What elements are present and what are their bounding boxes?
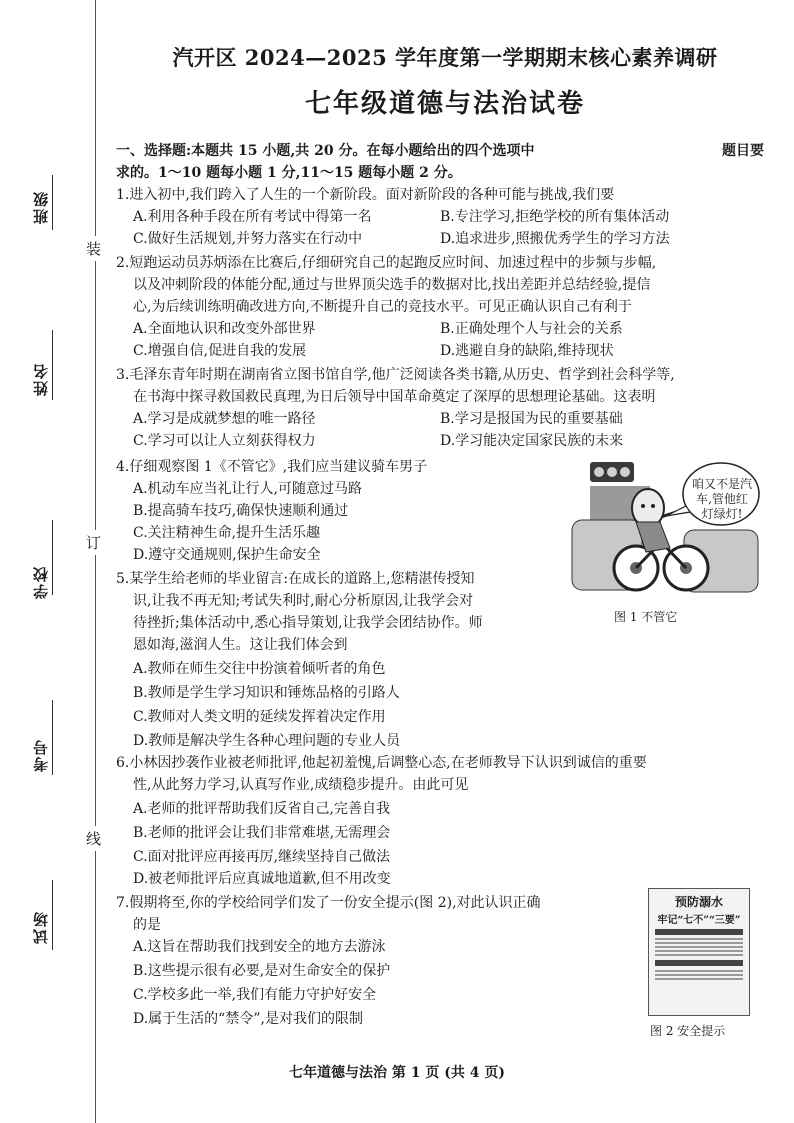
question-7-stem-2: 的是 [133, 917, 161, 933]
poster-text-line [655, 942, 743, 944]
exam-number-label: 考号 [32, 738, 50, 772]
exam-room-field[interactable] [52, 880, 53, 950]
class-label: 班级 [32, 190, 50, 224]
paper-title: 七年级道德与法治试卷 [304, 89, 585, 119]
question-7-stem-1: 7.假期将至,你的学校给同学们发了一份安全提示(图 2),对此认识正确 [116, 895, 541, 911]
poster-text-line [655, 938, 743, 940]
poster-text-line [655, 974, 743, 976]
q3-option-d[interactable]: D.学习能决定国家民族的未来 [440, 433, 624, 449]
q3-option-a[interactable]: A.学习是成就梦想的唯一路径 [133, 411, 316, 427]
q7-option-d[interactable]: D.属于生活的“禁令”,是对我们的限制 [133, 1011, 363, 1027]
q1-option-a[interactable]: A.利用各种手段在所有考试中得第一名 [133, 209, 372, 225]
q4-option-a[interactable]: A.机动车应当礼让行人,可随意过马路 [133, 481, 363, 497]
question-1-stem: 1.进入初中,我们跨入了人生的一个新阶段。面对新阶段的各种可能与挑战,我们要 [116, 187, 615, 203]
question-3-stem-1: 3.毛泽东青年时期在湖南省立图书馆自学,他广泛阅读各类书籍,从历史、哲学到社会科学等, [116, 367, 675, 383]
question-5-stem-3: 待挫折;集体活动中,悉心指导策划,让我学会团结协作。师 [133, 615, 483, 631]
q3-option-b[interactable]: B.学习是报国为民的重要基础 [440, 411, 623, 427]
q7-option-b[interactable]: B.这些提示很有必要,是对生命安全的保护 [133, 963, 391, 979]
page-footer: 七年道德与法治 第 1 页 (共 4 页) [289, 1065, 505, 1081]
exam-title: 汽开区 2024—2025 学年度第一学期期末核心素养调研 [172, 45, 718, 70]
q7-option-c[interactable]: C.学校多此一举,我们有能力守护好安全 [133, 987, 377, 1003]
poster-text-line [655, 970, 743, 972]
q7-option-a[interactable]: A.这旨在帮助我们找到安全的地方去游泳 [133, 939, 386, 955]
section-intro-tail: 题目要 [722, 143, 764, 159]
poster-text-line [655, 954, 743, 956]
speech-line-1: 咱又不是汽 [691, 477, 752, 491]
name-field[interactable] [52, 330, 53, 400]
exam-room-label: 试场 [32, 910, 50, 944]
question-5-stem-1: 5.某学生给老师的毕业留言:在成长的道路上,您精湛传授知 [116, 571, 475, 587]
question-6-stem-2: 性,从此努力学习,认真写作业,成绩稳步提升。由此可见 [133, 777, 469, 793]
q1-option-d[interactable]: D.追求进步,照搬优秀学生的学习方法 [440, 231, 670, 247]
q1-option-c[interactable]: C.做好生活规划,并努力落实在行动中 [133, 231, 363, 247]
question-2-stem-1: 2.短跑运动员苏炳添在比赛后,仔细研究自己的起跑反应时间、加速过程中的步频与步幅, [116, 255, 657, 271]
q5-option-a[interactable]: A.教师在师生交往中扮演着倾听者的角色 [133, 661, 386, 677]
poster-heading-2: 牢记“七不”“三要” [657, 915, 741, 926]
figure-1-caption: 图 1 不管它 [614, 610, 678, 624]
poster-text-line [655, 946, 743, 948]
poster-banner-2 [655, 960, 743, 966]
question-2-stem-2: 以及冲刺阶段的体能分配,通过与世界顶尖选手的数据对比,找出差距并总结经验,提信 [133, 277, 651, 293]
figure-2-safety-poster [648, 888, 750, 1016]
q5-option-b[interactable]: B.教师是学生学习知识和锤炼品格的引路人 [133, 685, 400, 701]
poster-text-line [655, 978, 743, 980]
school-label: 学校 [32, 565, 50, 599]
binding-ding: 订 [86, 530, 101, 555]
q6-option-d[interactable]: D.被老师批评后应真诚地道歉,但不用改变 [133, 871, 391, 887]
binding-zhuang: 装 [86, 236, 101, 261]
question-6-stem-1: 6.小林因抄袭作业被老师批评,他起初羞愧,后调整心态,在老师教导下认识到诚信的重要 [116, 755, 647, 771]
q3-option-c[interactable]: C.学习可以让人立刻获得权力 [133, 433, 316, 449]
section-intro-line2: 求的。1～10 题每小题 1 分,11～15 题每小题 2 分。 [116, 165, 462, 181]
q2-option-c[interactable]: C.增强自信,促进自我的发展 [133, 343, 307, 359]
q1-option-b[interactable]: B.专注学习,拒绝学校的所有集体活动 [440, 209, 670, 225]
q6-option-a[interactable]: A.老师的批评帮助我们反省自己,完善自我 [133, 801, 391, 817]
question-2-stem-3: 心,为后续训练明确改进方向,不断提升自己的竞技水平。可见正确认识自己有利于 [133, 299, 632, 315]
question-5-stem-4: 恩如海,滋润人生。这让我们体会到 [133, 637, 348, 653]
exam-number-field[interactable] [52, 700, 53, 775]
class-field[interactable] [52, 175, 53, 230]
q6-option-b[interactable]: B.老师的批评会让我们非常难堪,无需理会 [133, 825, 391, 841]
question-5-stem-2: 识,让我不再无知;考试失利时,耐心分析原因,让我学会对 [133, 593, 474, 609]
q6-option-c[interactable]: C.面对批评应再接再厉,继续坚持自己做法 [133, 849, 391, 865]
name-label: 姓名 [32, 362, 50, 396]
q5-option-c[interactable]: C.教师对人类文明的延续发挥着决定作用 [133, 709, 386, 725]
question-3-stem-2: 在书海中探寻救国救民真理,为日后领导中国革命奠定了深厚的思想理论基础。这表明 [133, 389, 656, 405]
q4-option-c[interactable]: C.关注精神生命,提升生活乐趣 [133, 525, 321, 541]
poster-text-line [655, 950, 743, 952]
speech-line-2: 车,管他红 [696, 492, 748, 506]
school-field[interactable] [52, 520, 53, 595]
q4-option-d[interactable]: D.遵守交通规则,保护生命安全 [133, 547, 321, 563]
q4-option-b[interactable]: B.提高骑车技巧,确保快速顺利通过 [133, 503, 349, 519]
poster-banner-1 [655, 929, 743, 935]
q2-option-b[interactable]: B.正确处理个人与社会的关系 [440, 321, 623, 337]
q2-option-a[interactable]: A.全面地认识和改变外部世界 [133, 321, 316, 337]
scan-blank [584, 140, 724, 160]
q2-option-d[interactable]: D.逃避自身的缺陷,维持现状 [440, 343, 614, 359]
section-intro-line1: 一、选择题:本题共 15 小题,共 20 分。在每小题给出的四个选项中 [116, 143, 535, 159]
poster-heading-1: 预防溺水 [674, 895, 723, 909]
speech-line-3: 灯绿灯! [701, 507, 743, 521]
q5-option-d[interactable]: D.教师是解决学生各种心理问题的专业人员 [133, 733, 401, 749]
binding-xian: 线 [86, 826, 101, 851]
figure-1-speech-bubble [686, 477, 758, 522]
figure-2-caption: 图 2 安全提示 [650, 1024, 726, 1038]
question-4-stem: 4.仔细观察图 1《不管它》,我们应当建议骑车男子 [116, 459, 428, 475]
binding-line [95, 0, 96, 1123]
